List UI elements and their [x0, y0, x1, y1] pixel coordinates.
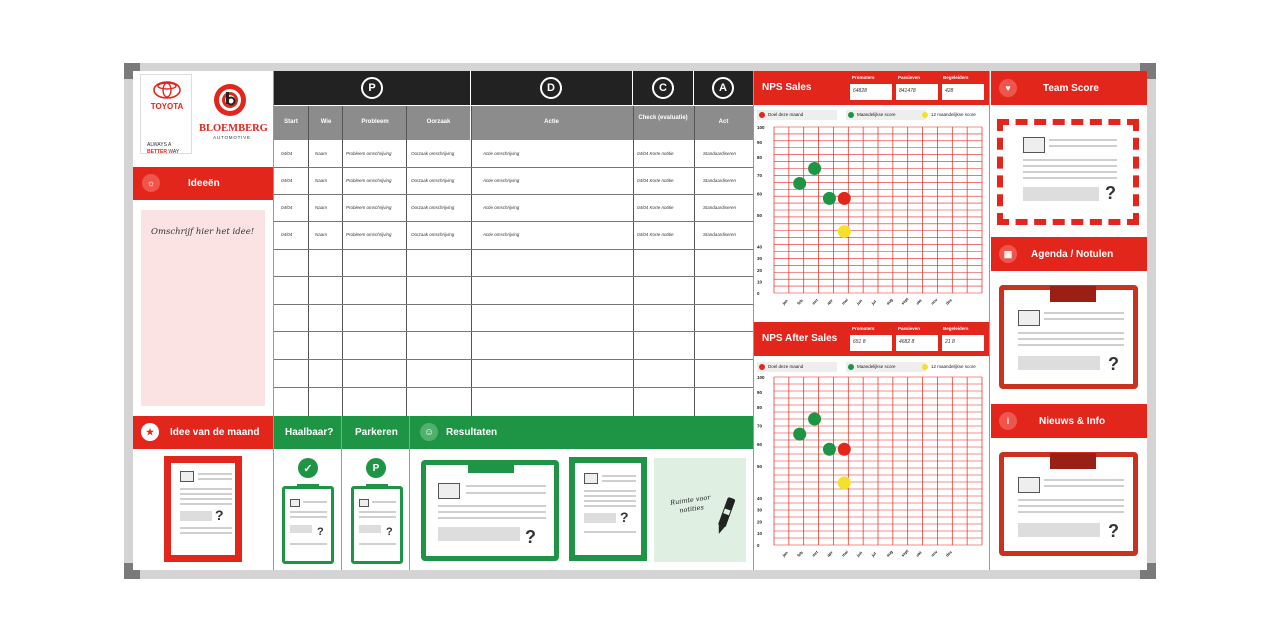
question-mark: ? [386, 526, 393, 538]
agenda-title: Agenda / Notulen [1031, 249, 1114, 260]
passieven-value[interactable]: 4682 8 [896, 335, 938, 351]
idea-of-month-title: Idee van de maand [170, 427, 260, 438]
legend-goal: Doel deze maand [768, 112, 804, 117]
passieven-value[interactable]: 841478 [896, 84, 938, 100]
table-cell: Naam [315, 178, 328, 183]
table-cell: Probleem omschrijving [346, 205, 392, 210]
results-clipboard [421, 460, 559, 561]
legend-monthly: Maandelijkse score [857, 112, 896, 117]
table-cell: 04/04 [281, 232, 293, 237]
score-dot [793, 177, 806, 190]
star-icon: ★ [141, 423, 159, 441]
dealer-name: BLOEMBERG [199, 123, 268, 134]
x-tick-label: aug [885, 297, 894, 306]
table-cell: Oorzaak omschrijving [411, 178, 455, 183]
image-placeholder-icon [290, 499, 300, 507]
col-wie: Wie [320, 119, 332, 125]
x-tick-label: nov [929, 549, 939, 558]
x-tick-label: sept [900, 548, 910, 558]
image-placeholder-icon [1023, 137, 1045, 153]
legend-monthly: Maandelijkse score [857, 364, 896, 369]
passieven-label: Passieven [898, 75, 921, 80]
col-actie: Actie [544, 119, 559, 125]
haalbaar-title: Haalbaar? [285, 427, 334, 438]
y-tick-label: 100 [757, 375, 765, 380]
y-tick-label: 20 [757, 519, 763, 525]
legend-goal: Doel deze maand [768, 364, 804, 369]
agenda-header [991, 237, 1147, 271]
plan-letter-icon: P [361, 77, 383, 99]
image-placeholder-icon [359, 499, 369, 507]
image-placeholder-icon [1018, 477, 1040, 493]
ideas-header [133, 167, 274, 200]
nps-sales-chart [754, 123, 989, 315]
table-cell: 04/04 Korte notitie [637, 205, 674, 210]
y-tick-label: 80 [757, 405, 763, 411]
table-cell: 04/04 Korte notitie [637, 178, 674, 183]
table-cell: Standaardiseren [703, 151, 737, 156]
table-cell: Actie omschrijving [483, 151, 520, 156]
table-cell: Probleem omschrijving [346, 232, 392, 237]
nieuws-title: Nieuws & Info [1039, 416, 1106, 427]
table-cell: 04/04 [281, 178, 293, 183]
table-cell: Probleem omschrijving [346, 151, 392, 156]
x-tick-label: dec [944, 549, 954, 558]
notes-area[interactable] [654, 458, 746, 562]
x-tick-label: apr [825, 297, 834, 306]
question-mark: ? [1108, 521, 1119, 541]
table-cell: 04/04 Korte notitie [637, 232, 674, 237]
parkeren-title: Parkeren [355, 427, 398, 438]
col-start: Start [284, 119, 298, 125]
toyota-emblem-icon [153, 81, 181, 99]
col-check: Check (evaluatie) [638, 115, 688, 121]
image-placeholder-icon [438, 483, 460, 499]
idea-input-area[interactable] [141, 210, 265, 406]
nps-after-chart [754, 373, 989, 567]
smiley-icon: ☺ [420, 423, 438, 441]
lightbulb-icon: ☼ [142, 174, 160, 192]
tagline-line-2: BETTER WAY [147, 149, 180, 155]
promoters-label: Promoters [852, 326, 875, 331]
do-letter-icon: D [540, 77, 562, 99]
y-tick-label: 0 [757, 291, 760, 296]
question-mark: ? [1105, 183, 1116, 203]
y-tick-label: 20 [757, 267, 763, 273]
x-tick-label: mrt [810, 297, 819, 306]
checkmark-icon: ✓ [298, 458, 318, 478]
promoters-value[interactable]: 64828 [850, 84, 892, 100]
begeleiders-label: Begeleiders [943, 326, 969, 331]
x-tick-label: feb [796, 297, 804, 306]
table-cell: Naam [315, 205, 328, 210]
table-cell: Actie omschrijving [483, 205, 520, 210]
y-tick-label: 80 [757, 154, 763, 160]
x-tick-label: apr [825, 549, 834, 558]
x-tick-label: sept [900, 296, 910, 306]
x-tick-label: okt [914, 297, 923, 306]
y-tick-label: 60 [757, 442, 763, 448]
haalbaar-header [274, 416, 341, 449]
ideas-title: Ideeën [188, 178, 220, 189]
table-cell: Naam [315, 232, 328, 237]
score-dot [823, 192, 836, 205]
y-tick-label: 50 [757, 464, 763, 470]
y-tick-label: 30 [757, 507, 763, 513]
table-cell: Actie omschrijving [483, 178, 520, 183]
x-tick-label: jun [855, 549, 864, 558]
table-cell: Probleem omschrijving [346, 178, 392, 183]
check-letter-icon: C [652, 77, 674, 99]
parkeren-clipboard [351, 486, 403, 564]
table-cell: 04/04 [281, 205, 293, 210]
team-icon: ♥ [999, 79, 1017, 97]
x-tick-label: jul [870, 550, 878, 558]
notes-label: Ruimte voor notities [669, 493, 711, 515]
y-tick-label: 10 [757, 531, 763, 537]
nieuws-clipboard [999, 452, 1138, 556]
y-tick-label: 40 [757, 244, 763, 250]
score-dot [838, 443, 851, 456]
image-placeholder-icon [1018, 310, 1040, 326]
table-cell: 04/04 Korte notitie [637, 151, 674, 156]
image-placeholder-icon [180, 471, 194, 482]
y-tick-label: 100 [757, 125, 765, 130]
idea-of-month-document [164, 456, 242, 562]
nps-sales-legend [754, 109, 989, 121]
y-tick-label: 60 [757, 191, 763, 197]
question-mark: ? [525, 527, 536, 547]
y-tick-label: 90 [757, 139, 763, 145]
results-document [569, 457, 647, 561]
y-tick-label: 40 [757, 495, 763, 501]
lean-board [133, 71, 1147, 570]
nps-sales-header [754, 71, 989, 105]
score-dot [838, 225, 851, 238]
y-tick-label: 10 [757, 279, 763, 285]
table-cell: Standaardiseren [703, 232, 737, 237]
check-header [633, 71, 693, 105]
info-icon: i [999, 412, 1017, 430]
x-tick-label: dec [944, 297, 954, 306]
parking-icon: P [366, 458, 386, 478]
team-score-document [997, 119, 1139, 225]
haalbaar-clipboard [282, 486, 334, 564]
x-tick-label: jan [781, 550, 789, 558]
bloemberg-target-icon [213, 83, 247, 117]
parkeren-header [342, 416, 409, 449]
y-tick-label: 70 [757, 173, 763, 179]
calendar-icon: ▦ [999, 245, 1017, 263]
agenda-clipboard [999, 285, 1138, 389]
score-dot [793, 428, 806, 441]
do-header [471, 71, 632, 105]
col-act: Act [718, 119, 729, 125]
question-mark: ? [620, 509, 629, 525]
x-tick-label: feb [796, 549, 804, 558]
score-dot [808, 413, 821, 426]
table-cell: Oorzaak omschrijving [411, 151, 455, 156]
begeleiders-value[interactable]: 21 8 [942, 335, 984, 351]
table-cell: Naam [315, 151, 328, 156]
col-oorzaak: Oorzaak [426, 119, 451, 125]
y-tick-label: 70 [757, 423, 763, 429]
x-tick-label: jul [870, 298, 878, 306]
question-mark: ? [215, 507, 224, 523]
x-tick-label: mei [840, 549, 850, 558]
nps-after-legend [754, 361, 989, 373]
nps-after-header [754, 322, 989, 356]
passieven-label: Passieven [898, 326, 921, 331]
tagline-line-1: ALWAYS A [147, 142, 172, 148]
nps-sales-title: NPS Sales [762, 82, 812, 93]
plan-header [274, 71, 470, 105]
begeleiders-label: Begeleiders [943, 75, 969, 80]
act-header [694, 71, 753, 105]
marker-icon [714, 493, 736, 541]
col-probleem: Probleem [361, 119, 389, 125]
dealer-subtitle: AUTOMOTIVE [213, 135, 251, 140]
resultaten-header [410, 416, 753, 449]
x-tick-label: jan [781, 298, 789, 306]
nieuws-header [991, 404, 1147, 438]
toyota-logo-box [140, 74, 192, 154]
question-mark: ? [1108, 354, 1119, 374]
idea-placeholder: Omschrijf hier het idee! [151, 227, 255, 237]
question-mark: ? [317, 526, 324, 538]
table-cell: Oorzaak omschrijving [411, 232, 455, 237]
x-tick-label: mrt [810, 549, 819, 558]
act-letter-icon: A [712, 77, 734, 99]
score-dot [838, 192, 851, 205]
team-score-title: Team Score [1043, 83, 1099, 94]
table-cell: Actie omschrijving [483, 232, 520, 237]
table-cell: Standaardiseren [703, 205, 737, 210]
nps-after-title: NPS After Sales [762, 333, 838, 344]
y-tick-label: 0 [757, 543, 760, 548]
team-score-header [991, 71, 1147, 105]
score-dot [838, 476, 851, 489]
y-tick-label: 50 [757, 212, 763, 218]
legend-12-month: 12 maandelijkse score [931, 112, 976, 117]
x-tick-label: jun [855, 297, 864, 306]
table-cell: Standaardiseren [703, 178, 737, 183]
begeleiders-value[interactable]: 428 [942, 84, 984, 100]
promoters-label: Promoters [852, 75, 875, 80]
x-tick-label: okt [914, 549, 923, 558]
legend-12-month: 12 maandelijkse score [931, 364, 976, 369]
score-dot [808, 162, 821, 175]
score-dot [823, 443, 836, 456]
x-tick-label: nov [929, 297, 939, 306]
table-cell: 04/04 [281, 151, 293, 156]
y-tick-label: 90 [757, 390, 763, 396]
idea-of-month-header [133, 416, 274, 449]
table-cell: Oorzaak omschrijving [411, 205, 455, 210]
y-tick-label: 30 [757, 256, 763, 262]
x-tick-label: aug [885, 549, 894, 558]
x-tick-label: mei [840, 297, 850, 306]
image-placeholder-icon [584, 473, 598, 484]
promoters-value[interactable]: 651 8 [850, 335, 892, 351]
toyota-wordmark: TOYOTA [150, 102, 184, 111]
resultaten-title: Resultaten [446, 427, 498, 438]
